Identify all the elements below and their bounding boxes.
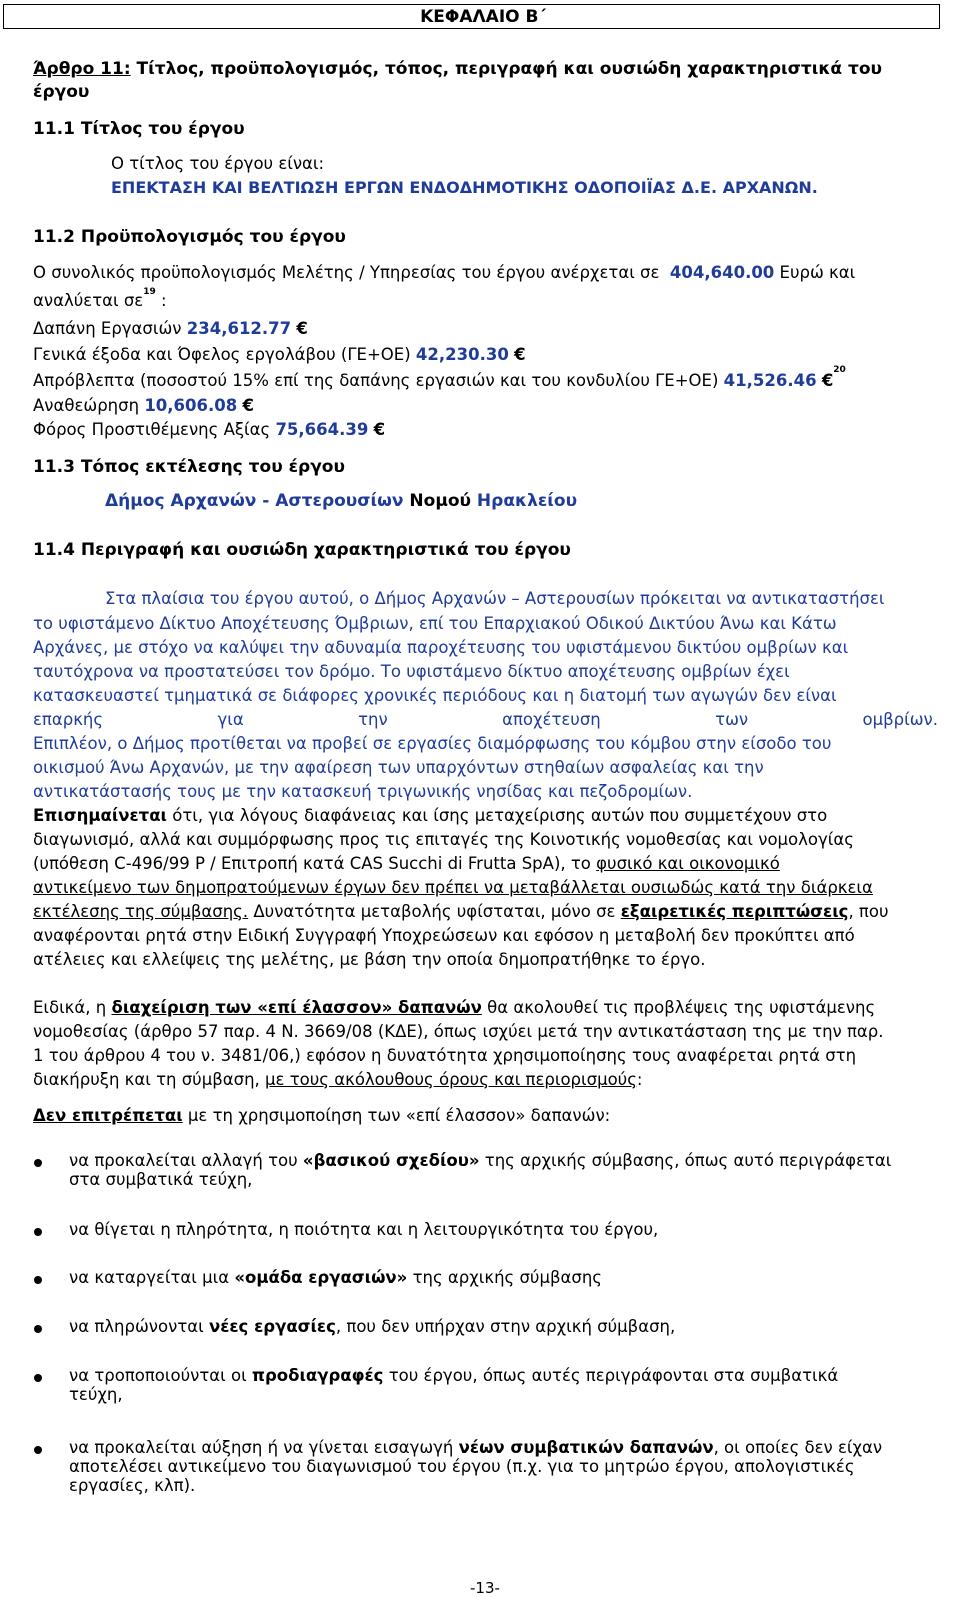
budget-item: Φόρος Προστιθέμενης Αξίας 75,664.39 € (33, 420, 386, 439)
p2-line: εκτέλεσης της σύμβασης. Δυνατότητα μεταβολής υφίσταται, μόνο σε εξαιρετικές περιπτώσεις, που (33, 902, 889, 921)
desc-line-justified: επαρκής για την αποχέτευση των ομβρίων. (33, 710, 938, 729)
bullet-dot-icon (34, 1446, 42, 1454)
title-intro: Ο τίτλος του έργου είναι: (111, 154, 325, 173)
budget-item: Δαπάνη Εργασιών 234,612.77 € (33, 319, 308, 338)
euro-icon: € (821, 371, 834, 390)
article-title-cont: έργου (33, 82, 90, 102)
section-11-4-heading: 11.4 Περιγραφή και ουσιώδη χαρακτηριστικά του έργου (33, 540, 571, 560)
p2-line: διαγωνισμό, αλλά και συμμόρφωσης προς τις επιταγές της Κοινοτικής νομοθεσίας και νομολογίας (33, 830, 854, 849)
bullet-item: να πληρώνονται νέες εργασίες, που δεν υπήρχαν στην αρχική σύμβαση, (69, 1317, 676, 1336)
budget-item: Απρόβλεπτα (ποσοστού 15% επί της δαπάνης εργασιών και του κονδυλίου ΓΕ+ΟΕ) 41,526.46 €$^{20}$ (33, 364, 846, 390)
desc-line: Αρχάνες, με στόχο να καλύψει την αδυναμία παροχέτευσης του υφιστάμενου δικτύου ομβρίων και (33, 638, 849, 657)
budget-item: Γενικά έξοδα και Όφελος εργολάβου (ΓΕ+ΟΕ) 42,230.30 € (33, 345, 526, 364)
p2-line: αντικείμενο των δημοπρατούμενων έργων δεν πρέπει να μεταβάλλεται ουσιωδώς κατά την διάρκεια (33, 878, 873, 897)
bullet-item: να θίγεται η πληρότητα, η ποιότητα και η λειτουργικότητα του έργου, (69, 1220, 659, 1239)
budget-line-2: αναλύεται $\sigma\varepsilon^{19}$ : (33, 286, 167, 310)
bullet-item: να καταργείται μια «ομάδα εργασιών» της αρχικής σύμβασης (69, 1268, 602, 1287)
project-title: ΕΠΕΚΤΑΣΗ ΚΑΙ ΒΕΛΤΙΩΣΗ ΕΡΓΩΝ ΕΝΔΟΔΗΜΟΤΙΚΗΣ ΟΔΟΠΟΙΪΑΣ Δ.Ε. ΑΡΧΑΝΩΝ. (111, 178, 818, 197)
page-number: -13- (470, 1579, 500, 1597)
euro-icon: € (296, 319, 308, 338)
bullet-dot-icon (34, 1228, 42, 1236)
bullet-item: να προκαλείται αλλαγή του «βασικού σχεδίου» της αρχικής σύμβασης, όπως αυτό περιγράφεται στα συμβατικά τεύχη, (69, 1151, 892, 1189)
budget-line-1: Ο συνολικός προϋπολογισμός Μελέτης / Υπηρεσίας του έργου ανέρχεται σε 404,640.00 Ευρώ και (33, 263, 856, 282)
euro-icon: € (373, 420, 386, 439)
footnote-20: 20 (833, 364, 846, 375)
euro-icon: € (242, 396, 254, 415)
p2-line: αναφέρονται ρητά στην Ειδική Συγγραφή Υποχρεώσεων και εφόσον η μεταβολή δεν προκύπτει από (33, 926, 855, 945)
euro-icon: € (514, 345, 526, 364)
desc-line: αντικατάστασής τους με την κατασκευή τριγωνικής νησίδας και πεζοδρομίων. (33, 782, 693, 801)
desc-line: το υφιστάμενο Δίκτυο Αποχέτευσης Όμβριων, επί του Επαρχιακού Οδικού Δικτύου Άνω και Κάτω (33, 614, 837, 633)
chapter-header: ΚΕΦΑΛΑΙΟ Β΄ (3, 4, 940, 29)
section-11-3-heading: 11.3 Τόπος εκτέλεσης του έργου (33, 457, 345, 477)
p2-line: ατέλειες και ελλείψεις της μελέτης, με βάση την οποία δημοπρατήθηκε το έργο. (33, 950, 706, 969)
desc-line: οικισμού Άνω Αρχανών, με την αφαίρεση των υπαρχόντων στηθαίων ασφαλείας και την (33, 758, 764, 777)
p3-line: Ειδικά, η διαχείριση των «επί έλασσον» δαπανών θα ακολουθεί τις προβλέψεις της υφιστάμενης (33, 998, 876, 1017)
footnote-19: 19 (143, 286, 156, 297)
p3-line: 1 του άρθρου 4 του ν. 3481/06,) εφόσον η δυνατότητα χρησιμοποίησης τους αναφέρεται ρητά στη (33, 1046, 857, 1065)
bullet-item: να προκαλείται αύξηση ή να γίνεται εισαγωγή νέων συμβατικών δαπανών, οι οποίες δεν είχαν αποτελέσει αντικείμενο του διαγωνισμού του έργου (π.χ. για το μητρώο έργου, απολογιστικές εργασίες, κλπ). (69, 1438, 883, 1495)
desc-line: ταυτόχρονα να προστατεύσει τον δρόμο. Το υφιστάμενο δίκτυο αποχέτευσης ομβρίων έχει (33, 662, 790, 681)
p3-line: νομοθεσίας (άρθρο 57 παρ. 4 Ν. 3669/08 (ΚΔΕ), όπως ισχύει μετά την αντικατάσταση της με την παρ. (33, 1022, 884, 1041)
desc-line: Στα πλαίσια του έργου αυτού, ο Δήμος Αρχανών – Αστερουσίων πρόκειται να αντικαταστήσει (105, 589, 885, 608)
article-title: Άρθρο 11: Τίτλος, προϋπολογισμός, τόπος, περιγραφή και ουσιώδη χαρακτηριστικά του (33, 59, 883, 79)
project-location: Δήμος Αρχανών - Αστερουσίων Νομού Ηρακλείου (105, 491, 578, 511)
p2-line: Επισημαίνεται ότι, για λόγους διαφάνειας και ίσης μεταχείρισης αυτών που συμμετέχουν στο (33, 806, 828, 825)
article-label: Άρθρο 11: (33, 59, 131, 79)
budget-item: Αναθεώρηση 10,606.08 € (33, 396, 254, 415)
bullet-dot-icon (34, 1159, 42, 1167)
desc-line: Επιπλέον, ο Δήμος προτίθεται να προβεί σε εργασίες διαμόρφωσης του κόμβου στην είσοδο του (33, 734, 832, 753)
section-11-2-heading: 11.2 Προϋπολογισμός του έργου (33, 227, 346, 247)
bullet-item: να τροποποιούνται οι προδιαγραφές του έργου, όπως αυτές περιγράφονται στα συμβατικά τεύχη, (69, 1366, 839, 1404)
p3-line: διακήρυξη και τη σύμβαση, με τους ακόλουθους όρους και περιορισμούς: (33, 1070, 643, 1089)
bullet-dot-icon (34, 1325, 42, 1333)
budget-total: 404,640 (669, 263, 746, 282)
bullet-dot-icon (34, 1374, 42, 1382)
not-allowed-line: Δεν επιτρέπεται με τη χρησιμοποίηση των «επί έλασσον» δαπανών: (33, 1106, 611, 1125)
desc-line: κατασκευαστεί τμηματικά σε διάφορες χρονικές περιόδους και η διατομή των αγωγών δεν είναι (33, 686, 837, 705)
section-11-1-heading: 11.1 Τίτλος του έργου (33, 119, 245, 139)
p2-line: (υπόθεση C-496/99 P / Επιτροπή κατά CAS Succhi di Frutta SpA), το φυσικό και οικονομικό (33, 854, 780, 873)
bullet-dot-icon (34, 1276, 42, 1284)
